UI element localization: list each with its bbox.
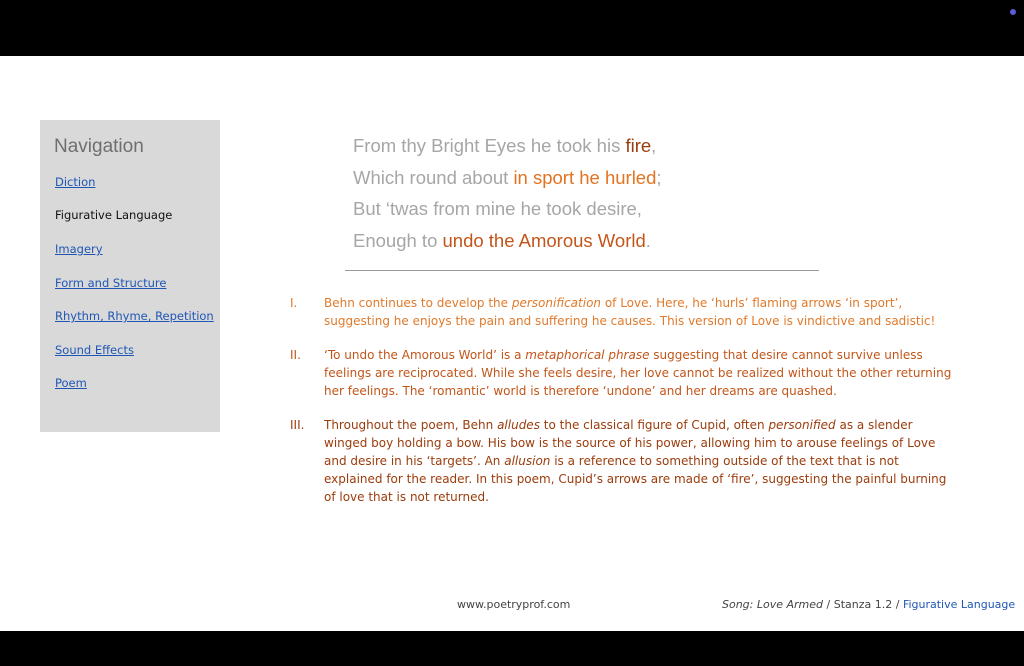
poem-line bbox=[353, 193, 662, 225]
nav-link-form-and-structure[interactable]: Form and Structure bbox=[55, 276, 167, 290]
divider-line bbox=[345, 270, 819, 271]
poem-text: ; bbox=[656, 166, 662, 188]
nav-link-imagery[interactable]: Imagery bbox=[55, 242, 103, 256]
point-numeral: III. bbox=[290, 418, 305, 432]
navigation-title: Navigation bbox=[54, 136, 144, 157]
point-text: Throughout the poem, Behn alludes to the classical figure of Cupid, often personified as a slender winged boy holding a bow. His bow is the source of his power, allowing him to arouse feelings of Love and desire in his ‘targets’. An allusion is a reference to something outside of the text that is not explained for the reader. In this poem, Cupid’s arrows are made of ‘fire’, suggesting the painful burning of love that is not returned. bbox=[324, 418, 947, 504]
point-numeral: II. bbox=[290, 348, 301, 362]
breadcrumb-separator: / bbox=[892, 598, 903, 611]
poem-text: From thy Bright Eyes he took his bbox=[353, 135, 626, 156]
point-text: ‘To undo the Amorous World’ is a metaphorical phrase suggesting that desire cannot survive unless feelings are reciprocated. While she feels desire, her love cannot be realized without the other returning her feelings. The ‘romantic’ world is therefore ‘undone’ and her dreams are quashed. bbox=[324, 348, 952, 398]
poem-highlight: in sport he hurled bbox=[513, 166, 657, 188]
point-numeral: I. bbox=[290, 296, 298, 310]
poem-highlight: undo the Amorous World bbox=[442, 229, 646, 251]
poem-text: . bbox=[645, 229, 651, 251]
navigation-panel bbox=[40, 120, 220, 432]
poem-text: But ‘twas from mine he took desire, bbox=[353, 198, 642, 219]
poem-line bbox=[353, 162, 662, 194]
nav-link-rhythm-rhyme-repetition[interactable]: Rhythm, Rhyme, Repetition bbox=[55, 309, 214, 323]
poem-highlight: fire bbox=[625, 135, 652, 156]
poem-stanza bbox=[353, 130, 662, 256]
point-text: Behn continues to develop the personification of Love. Here, he ‘hurls’ flaming arrows ‘in sport’, suggesting he enjoys the pain and suffering he causes. This version of Love is vindictive and sadistic! bbox=[324, 296, 936, 328]
breadcrumb-section[interactable]: Figurative Language bbox=[902, 598, 1016, 611]
slide bbox=[0, 56, 1024, 631]
camera-indicator-icon bbox=[1010, 9, 1016, 15]
breadcrumb-separator: / bbox=[823, 598, 834, 611]
top-black-bar bbox=[0, 0, 1024, 56]
breadcrumb-stanza: Stanza 1.2 bbox=[833, 598, 893, 611]
poem-text: Which round about bbox=[353, 166, 514, 188]
footer-website: www.poetryprof.com bbox=[457, 598, 571, 611]
breadcrumb-song: Song: Love Armed bbox=[722, 598, 824, 611]
breadcrumb bbox=[722, 598, 1015, 611]
nav-link-sound-effects[interactable]: Sound Effects bbox=[55, 343, 134, 357]
nav-link-diction[interactable]: Diction bbox=[55, 175, 96, 189]
poem-text: , bbox=[651, 135, 657, 156]
poem-line bbox=[353, 225, 662, 257]
poem-text: Enough to bbox=[353, 229, 443, 251]
bottom-black-bar bbox=[0, 631, 1024, 666]
poem-line bbox=[353, 130, 662, 162]
nav-link-poem[interactable]: Poem bbox=[55, 376, 87, 390]
nav-item-figurative-language: Figurative Language bbox=[55, 208, 173, 222]
